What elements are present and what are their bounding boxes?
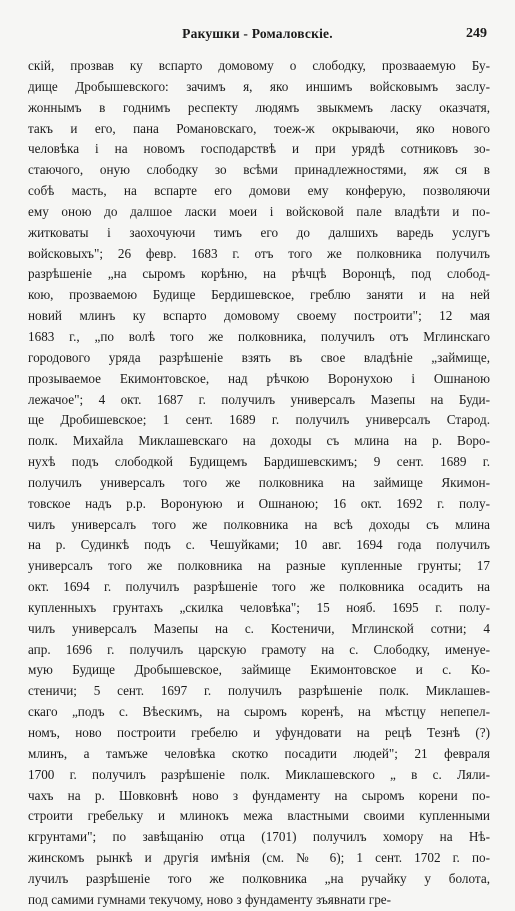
text-line: 1700 г. получилъ разрѣшеніе полк. Миклашевского „ в с. Ляли-: [28, 766, 490, 782]
text-line: товское надъ р.р. Воронуюю и Ошнаною; 16 окт. 1692 г. полу-: [28, 495, 490, 511]
text-line: городового уряда разрѣшеніе взять въ свое владѣніе „займище,: [28, 349, 490, 365]
text-line: окт. 1694 г. получилъ разрѣшеніе того же полковника осадить на: [28, 579, 490, 595]
text-line: кою, прозваемою Будище Бердишевское, греблю заняти и на ней: [28, 287, 490, 303]
text-line: стаючого, оную слободку зо всѣми принадлежностями, яж ся в: [28, 162, 490, 178]
text-line: ему оною до далшое ласки моеи і войсковой пале владѣти и по-: [28, 203, 490, 219]
running-title: Ракушки - Ромаловскіе.: [182, 26, 333, 41]
text-line: ще Дробишевское; 1 сент. 1689 г. получилъ универсалъ Старод.: [28, 412, 490, 428]
text-line: прозываемое Екимонтовское, над рѣчкою Воронухою і Ошнаною: [28, 370, 490, 386]
text-line: разрѣшеніе „на сыромъ корѣню, на рѣчцѣ Воронцѣ, под слобод-: [28, 266, 490, 282]
body-text: [28, 56, 490, 911]
text-line: 1683 г., „по волѣ того же полковника, получилъ отъ Мглинскаго: [28, 328, 490, 344]
text-line: чилъ универсалъ того же полковника на всѣ доходы съ млина: [28, 516, 490, 532]
text-line: скаго „подъ с. Вѣескимъ, на сыромъ коренѣ, на мѣстцу непепел-: [28, 704, 490, 720]
text-line: человѣка і на новомъ господарствѣ и при урядѣ сотниковъ зо-: [28, 141, 490, 157]
text-line: под самими гумнами текучому, ново з фундаменту зъявнати гре-: [28, 891, 392, 907]
text-line: дище Дробышевского: зачимъ я, яко иншимъ войсковымъ заслу-: [28, 78, 490, 94]
text-line: номъ, ново построити гребелю и уфундовати на рецѣ Тезнѣ (?): [28, 725, 490, 740]
page-header: [0, 26, 515, 46]
text-line: полк. Михайла Миклашевскаго на доходы съ млина на р. Воро-: [28, 433, 490, 449]
text-line: кгрунтами"; по завѣщанію отца (1701) получилъ хомору на Нѣ-: [28, 829, 490, 845]
text-line: чахъ на р. Шовковнѣ ново з фундаменту на сыромъ корени по-: [28, 787, 490, 803]
text-line: жоннымъ в годнимъ респекту людямъ звыкмемъ ласку оказчатя,: [28, 99, 490, 115]
text-line: получилъ универсалъ того же полковника на займище Якимон-: [28, 474, 490, 490]
text-line: млинъ, а тамъже человѣка скотко посадити людей"; 21 февраля: [28, 745, 490, 761]
text-line: такъ и его, пана Романовскаго, тоеж-ж окрываючи, яко нового: [28, 120, 490, 136]
page-number: 249: [466, 26, 487, 41]
text-line: войсковыхъ"; 26 февр. 1683 г. отъ того же полковника получилъ: [28, 245, 490, 261]
text-line: купленныхъ грунтахъ „скилка человѣка"; 15 нояб. 1695 г. полу-: [28, 599, 490, 615]
text-line: мую Будище Дробышевское, займище Екимонтовское и с. Ко-: [28, 662, 490, 678]
text-line: чилъ универсалъ Мазепы на с. Костеничи, Мглинской сотни; 4: [28, 620, 490, 636]
text-line: житковаты і заохочуючи тимъ его до далшихъ варедь услугъ: [28, 224, 490, 240]
text-line: жинскомъ рынкѣ и другія имѣнія (см. № 6); 1 сент. 1702 г. по-: [28, 850, 490, 866]
text-line: новий млинъ ку вспарто домовому своему построити"; 12 мая: [28, 308, 490, 324]
text-line: нухѣ подъ слободкой Будищемъ Бардишевскимъ; 9 сент. 1689 г.: [28, 454, 490, 470]
text-line: апр. 1696 г. получилъ царскую грамоту на с. Слободку, именуе-: [28, 641, 490, 657]
text-line: строити гребельку и млинокъ межа властными своими купленными: [28, 808, 490, 824]
text-line: на р. Судинкѣ подъ с. Чешуйками; 10 авг. 1694 года получилъ: [28, 537, 490, 553]
text-line: скій, прозвав ку вспарто домовому о слободку, прозвааемую Бу-: [28, 58, 490, 73]
text-line: стеничи; 5 сент. 1697 г. получилъ разрѣшеніе полк. Миклашев-: [28, 683, 490, 699]
text-line: собѣ масть, на вспарте его домови ему конферую, позволяючи: [28, 183, 490, 199]
text-line: универсалъ того же полковника на разные купленные грунты; 17: [28, 558, 490, 574]
text-line: лучилъ разрѣшеніе того же полковника „на ручайку у болота,: [28, 870, 490, 886]
text-line: лежачое"; 4 окт. 1687 г. получилъ универсалъ Мазепы на Буди-: [28, 391, 490, 407]
